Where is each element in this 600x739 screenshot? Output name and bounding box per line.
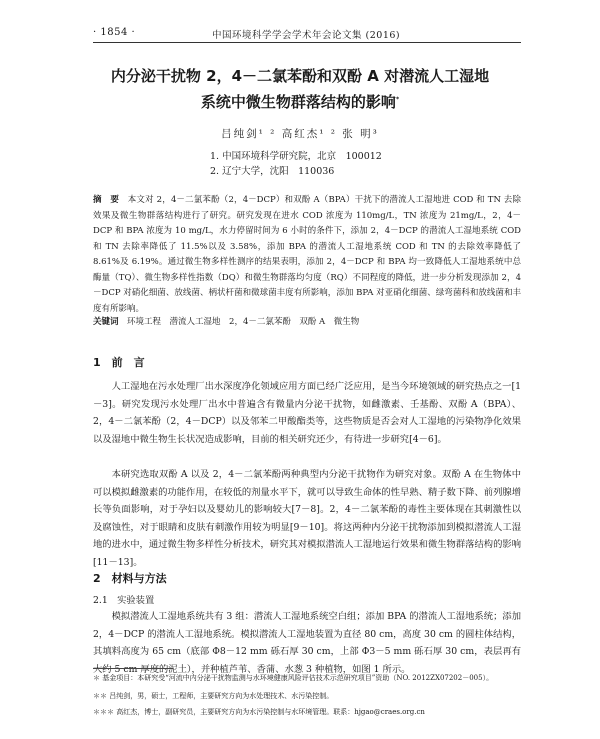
author-list: 吕纯剑¹ ² 高红杰¹ ² 张 明³ (221, 128, 379, 140)
abstract (93, 193, 521, 317)
keywords (93, 315, 521, 327)
article-title (60, 64, 540, 114)
footnote-rule (93, 668, 173, 669)
section-1-paragraph-2: 本研究选取双酚 A 以及 2，4－二氯苯酚两种典型内分泌干扰物作为研究对象。双酚 A 在生物体中可以模拟雌激素的功能作用，在较低的剂量水平下，就可以导致生命体的性早熟、精子数下降、前列腺增长等负面影响，对于孕妇以及婴幼儿的影响较大[7－8]。2，4－二氯苯酚的毒性主要体现在其刺激性以及腐蚀性，对于眼睛和皮肤有刺激作用较为明显[9－10]。将这两种内分泌干扰物添加到模拟潜流人工湿地的进水中，通过微生物多样性分析技术，研究其对模拟潜流人工湿地运行效果和微生物群落结构的影响[11－13]。 (93, 469, 521, 568)
subsection-2-1-heading: 2.1 实验装置 (93, 595, 155, 606)
affiliation-1: 1. 中国环境科学研究院，北京 100012 (210, 151, 382, 162)
title-line-1: 内分泌干扰物 2，4－二氯苯酚和双酚 A 对潜流人工湿地 (110, 67, 490, 85)
journal-title: 中国环境科学学会学术年会论文集 (2016) (212, 30, 401, 41)
title-footnote-mark: * (395, 96, 400, 103)
footnote-3: ＊＊＊ 高红杰，博士，副研究员，主要研究方向为水污染控制与水环境管理。联系：hjgao@craes.org.cn (93, 708, 425, 716)
keywords-label: 关键词 (93, 317, 119, 327)
header-rule (93, 42, 521, 43)
footnote-2: ＊＊ 吕纯剑，男，硕士，工程师，主要研究方向为水处理技术、水污染控制。 (93, 692, 334, 700)
section-1-paragraph-1: 人工湿地在污水处理厂出水深度净化领域应用方面已经广泛应用，是当今环境领域的研究热点之一[1－3]。研究发现污水处理厂出水中普遍含有微量内分泌干扰物，如雌激素、壬基酚、双酚 A（BPA）、2，4－二氯苯酚（2，4－DCP）以及邻苯二甲酸酯类等，这些物质是否会对人工湿地的污染物净化效果以及湿地中微生物生长状况造成影响，目前的相关研究还少，有待进一步研究[4－6]。 (93, 381, 521, 445)
section-2-paragraph: 模拟潜流人工湿地系统共有 3 组：潜流人工湿地系统空白组；添加 BPA 的潜流人工湿地系统；添加 2，4－DCP 的潜流人工湿地系统。模拟潜流人工湿地装置为直径 80 cm，高度 30 cm 的圆柱体结构，其填料高度为 65 cm（底部 Φ8－12 mm 砾石厚 30 cm，上部 Φ3－5 mm 砾石厚 30 cm，表层再有大约 5 cm 厚度的泥土），并种植芦苇、香蒲、水葱 3 种植物，如图 1 所示。 (93, 611, 521, 675)
keywords-text: 环境工程 潜流人工湿地 2，4－二氯苯酚 双酚 A 微生物 (127, 317, 360, 327)
section-2-heading: 2 材料与方法 (93, 572, 167, 585)
abstract-label: 摘 要 (93, 195, 120, 205)
affiliation-2: 2. 辽宁大学，沈阳 110036 (210, 166, 335, 177)
section-1-heading: 1 前 言 (93, 356, 145, 369)
abstract-text: 本文对 2，4－二氯苯酚（2，4－DCP）和双酚 A（BPA）干扰下的潜流人工湿地进 COD 和 TN 去除效果及微生物群落结构进行了研究。研究发现在进水 COD 浓度为 110mg/L，TN 浓度为 21mg/L，2，4－DCP 和 BPA 浓度为 10 mg/L，水力停留时间为 6 小时的条件下，添加 2，4－DCP 的潜流人工湿地系统 COD 和 TN 去除率降低了 11.5%以及 3.58%，添加 BPA 的潜流人工湿地系统 COD 和 TN 的去除效率降低了 8.61%及 6.19%。通过微生物多样性测序的结果表明，添加 2，4－DCP 和 BPA 均一致降低人工湿地系统中总酶量（TQ）、微生物多样性指数（DQ）和微生物群落均匀度（RQ）不同程度的降低，进一步分析发现添加 2，4－DCP 对硝化细菌、放线菌、柄状杆菌和微球菌丰度有所影响，添加 BPA 对亚硝化细菌、绿弯菌科和放线菌和丰度有所影响。 (93, 195, 521, 314)
page-number: · 1854 · (93, 27, 136, 38)
footnote-1: ＊ 基金项目：本研究受“河流中内分泌干扰物监测与水环境健康风险评估技术示范研究项目”资助（NO. 2012ZX07202－005）。 (93, 674, 494, 682)
title-line-2: 系统中微生物群落结构的影响* (200, 93, 400, 111)
